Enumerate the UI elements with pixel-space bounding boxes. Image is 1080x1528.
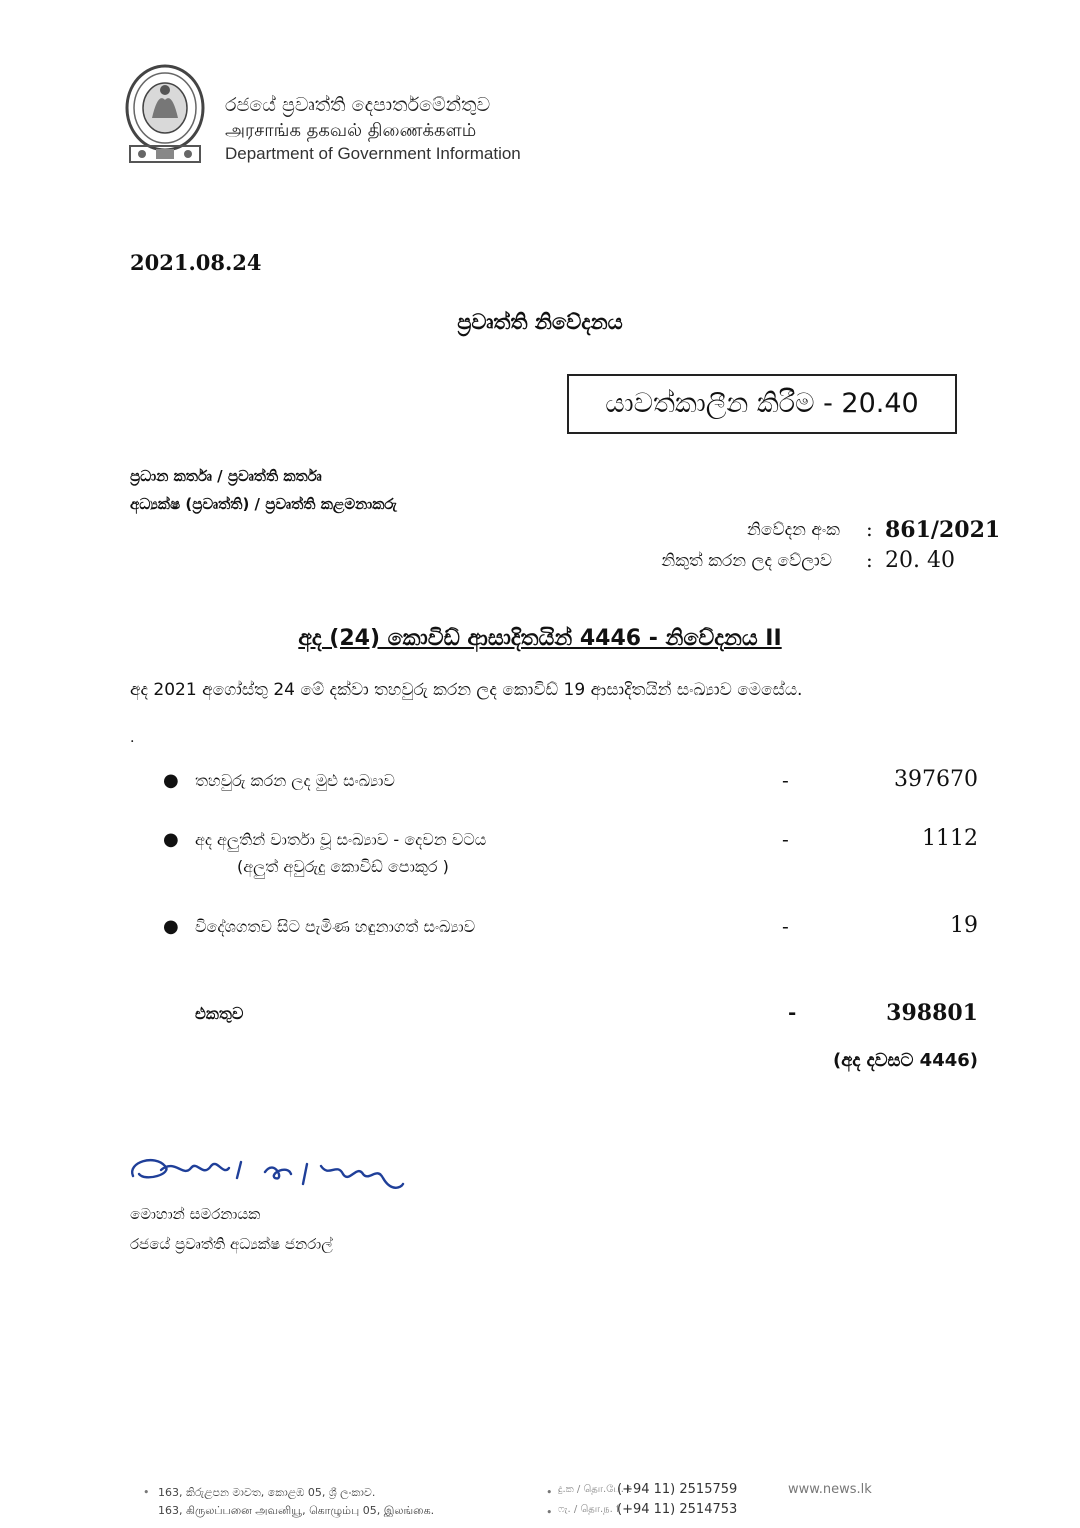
signatory-name: මොහාන් සමරනායක xyxy=(130,1205,261,1223)
item-value-returnees: 19 xyxy=(950,913,978,938)
update-time-box xyxy=(567,374,957,434)
item-sublabel-new-cases: (අලුත් අවුරුදු කොවිඩ් පොකුර ) xyxy=(237,857,449,876)
footer-fax: (+94 11) 2514753 xyxy=(617,1502,738,1517)
signatory-title: රජයේ ප්‍රවෘත්ති අධ්‍යක්ෂ ජනරාල් xyxy=(130,1235,333,1253)
item-dash: - xyxy=(782,827,789,851)
item-value-new-cases: 1112 xyxy=(922,826,978,851)
issued-time-label: නිකුත් කරන ලද වේලාව xyxy=(661,551,832,571)
item-dash: - xyxy=(782,914,789,938)
item-dash: - xyxy=(782,768,789,792)
bullet: ● xyxy=(163,770,179,791)
footer-address-sinhala: 163, කිරුළපන මාවත, කොළඹ 05, ශ්‍රී ලංකාව. xyxy=(158,1486,376,1499)
footer-website: www.news.lk xyxy=(788,1482,872,1497)
total-label: එකතුව xyxy=(195,1004,244,1023)
department-name-english: Department of Government Information xyxy=(225,144,521,163)
total-value: 398801 xyxy=(886,1000,978,1026)
department-name-sinhala: රජයේ ප්‍රවෘත්ති දෙපාර්තමේන්තුව xyxy=(225,94,491,116)
item-label-total-confirmed: තහවුරු කරන ලද මුළු සංඛ්‍යාව xyxy=(195,771,395,790)
item-label-new-cases: අද අලුතින් වාර්තා වූ සංඛ්‍යාව - දෙවන වටය xyxy=(195,830,487,849)
colon: : xyxy=(866,517,873,541)
document-title: ප්‍රවෘත්ති නිවේදනය xyxy=(457,310,623,334)
footer-tel: (+94 11) 2515759 xyxy=(617,1482,738,1497)
stray-dot: . xyxy=(130,730,135,746)
headline: අද (24) කොවිඩ් ආසාදිතයින් 4446 - නිවේදනය II xyxy=(298,626,782,651)
footer-tel-label: දු.ක / தொ.பே. t xyxy=(558,1484,631,1495)
item-value-total-confirmed: 397670 xyxy=(894,767,978,792)
release-date: 2021.08.24 xyxy=(130,250,262,275)
addressee-line: ප්‍රධාන කර්තෘ / ප්‍රවෘත්ති කර්තෘ xyxy=(130,467,322,485)
today-count-note: (අද දවසට 4446) xyxy=(833,1050,978,1071)
footer-address-tamil: 163, கிருலப்பனை அவனியூ, கொழும்பு 05, இலங்கை. xyxy=(158,1504,435,1517)
addressee-line: අධ්‍යක්ෂ (ප්‍රවෘත්ති) / ප්‍රවෘත්ති කළමනාකරු xyxy=(130,495,397,513)
footer-bullet: • xyxy=(143,1486,150,1499)
footer-fax-label: ෆැ. / தொ.ந. f xyxy=(558,1504,620,1515)
release-number: 861/2021 xyxy=(885,517,1001,543)
issued-time: 20. 40 xyxy=(885,548,955,573)
footer-bullet: • xyxy=(546,1506,553,1519)
intro-paragraph: අද 2021 අගෝස්තු 24 මේ දක්වා තහවුරු කරන ලද කොවිඩ් 19 ආසාදිතයින් සංඛ්‍යාව මෙසේය. xyxy=(130,680,803,700)
handwritten-signature xyxy=(125,1148,410,1208)
bullet: ● xyxy=(163,829,179,850)
release-number-label: නිවේදන අංක xyxy=(747,520,840,540)
emblem-logo xyxy=(122,62,208,166)
bullet: ● xyxy=(163,916,179,937)
footer-bullet: • xyxy=(546,1486,553,1499)
colon: : xyxy=(866,548,873,572)
total-dash: - xyxy=(788,1000,797,1024)
item-label-returnees: විදේශගතව සිට පැමිණ හඳුනාගත් සංඛ්‍යාව xyxy=(195,917,476,936)
update-time-text: යාවත්කාලීන කිරීම - 20.40 xyxy=(605,388,919,419)
department-name-tamil: அரசாங்க தகவல் திணைக்களம் xyxy=(225,120,477,141)
